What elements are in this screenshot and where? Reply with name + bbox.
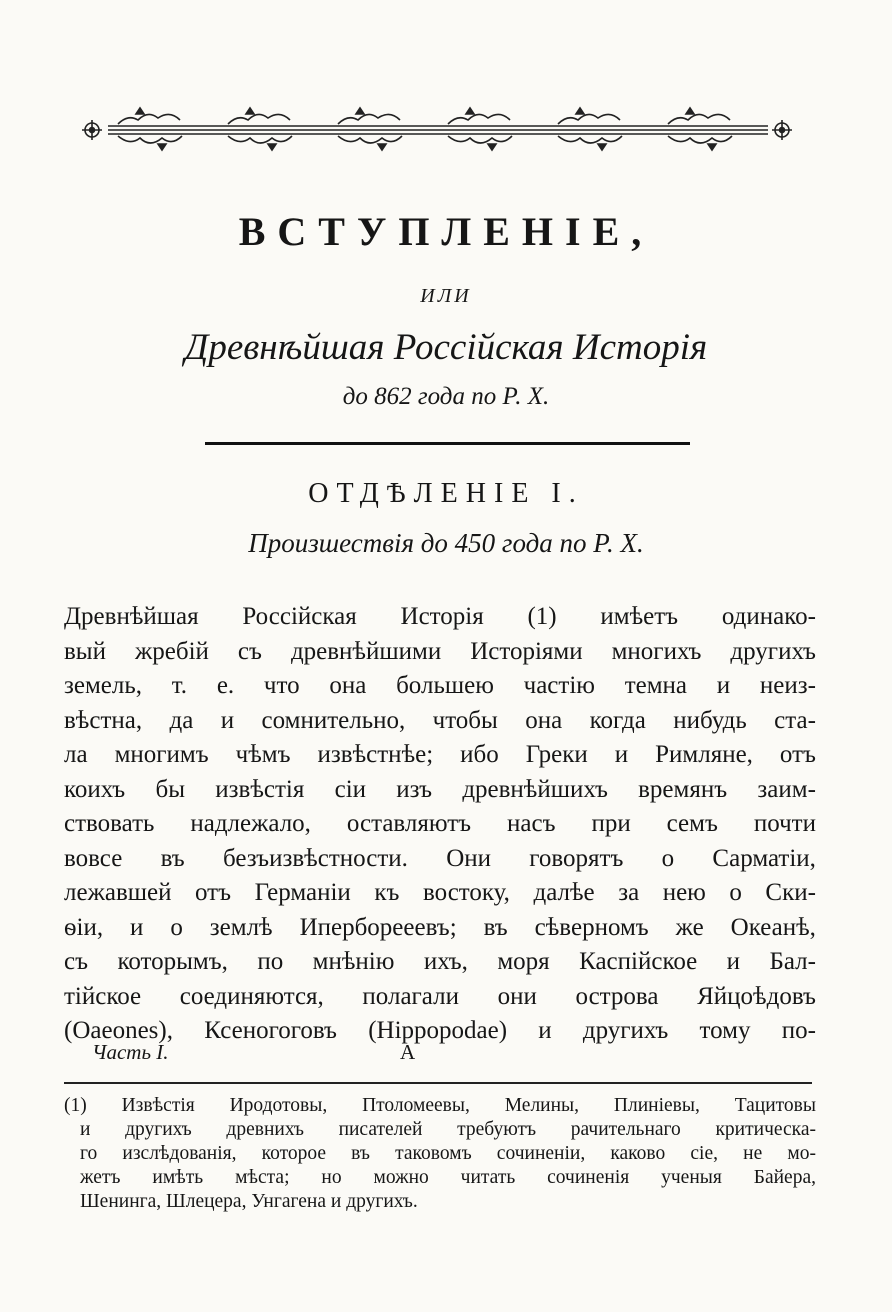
footnote-divider (64, 1082, 812, 1084)
body-line: вовсе въ безъизвѣстности. Они говорятъ о Сарматіи, (64, 844, 816, 872)
body-text (64, 600, 816, 1049)
page-dateline: до 862 года по Р. Х. (342, 383, 550, 410)
section-heading: ОТДѢЛЕНІЕ І. (308, 478, 584, 509)
footnote-line: (1) Извѣстія Иродотовы, Птоломеевы, Мелины, Плиніевы, Тацитовы (64, 1095, 816, 1116)
body-line: коихъ бы извѣстія сіи изъ древнѣйшихъ времянъ заим- (64, 775, 816, 803)
body-line: тійское соединяются, полагали они острова Яйцоѣдовъ (64, 982, 816, 1010)
section-subheading: Произшествія до 450 года по Р. Х. (248, 528, 644, 558)
footnote-line: жетъ имѣть мѣста; но можно читать сочиненія ученыя Байера, (80, 1167, 816, 1188)
body-line: земель, т. е. что она большею частію темна и неиз- (64, 672, 816, 699)
body-line: лежавшей отъ Германіи къ востоку, далѣе за нею о Ски- (64, 879, 816, 906)
body-line: вѣстна, да и сомнительно, чтобы она когда нибудь ста- (64, 706, 816, 734)
footnote-line: го изслѣдованія, которое въ таковомъ сочиненіи, каково сіе, не мо- (80, 1143, 816, 1164)
footnote-line: Шенинга, Шлецера, Унгагена и другихъ. (80, 1191, 418, 1212)
signature-part: Часть I. (92, 1040, 169, 1064)
title-divider (205, 442, 690, 445)
body-line: ствовать надлежало, оставляютъ насъ при семъ почти (64, 810, 816, 837)
body-line: съ которымъ, по мнѣнію ихъ, моря Каспійское и Бал- (64, 948, 816, 975)
signature-letter: А (400, 1040, 416, 1064)
body-line: ла многимъ чѣмъ извѣстнѣе; ибо Греки и Римляне, отъ (64, 741, 816, 768)
footnote (64, 1094, 816, 1214)
body-line: (Oaeones), Ксеногоговъ (Hippopodae) и другихъ тому по- (64, 1017, 816, 1044)
body-line: ѳіи, и о землѣ Иперборееевъ; въ сѣверномъ же Океанѣ, (64, 913, 816, 941)
page-title: ВСТУПЛЕНІЕ, (238, 209, 654, 254)
title-conjunction: ИЛИ (420, 285, 472, 307)
decorative-border-ornament (78, 100, 798, 156)
footnote-line: и другихъ древнихъ писателей требуютъ рачительнаго критическа- (80, 1119, 816, 1140)
body-line: Древнѣйшая Россійская Исторія (1) имѣетъ одинако- (64, 603, 816, 630)
body-line: вый жребій съ древнѣйшими Исторіями многихъ другихъ (64, 637, 816, 665)
page-subtitle: Древнѣйшая Россійская Исторія (184, 327, 708, 368)
